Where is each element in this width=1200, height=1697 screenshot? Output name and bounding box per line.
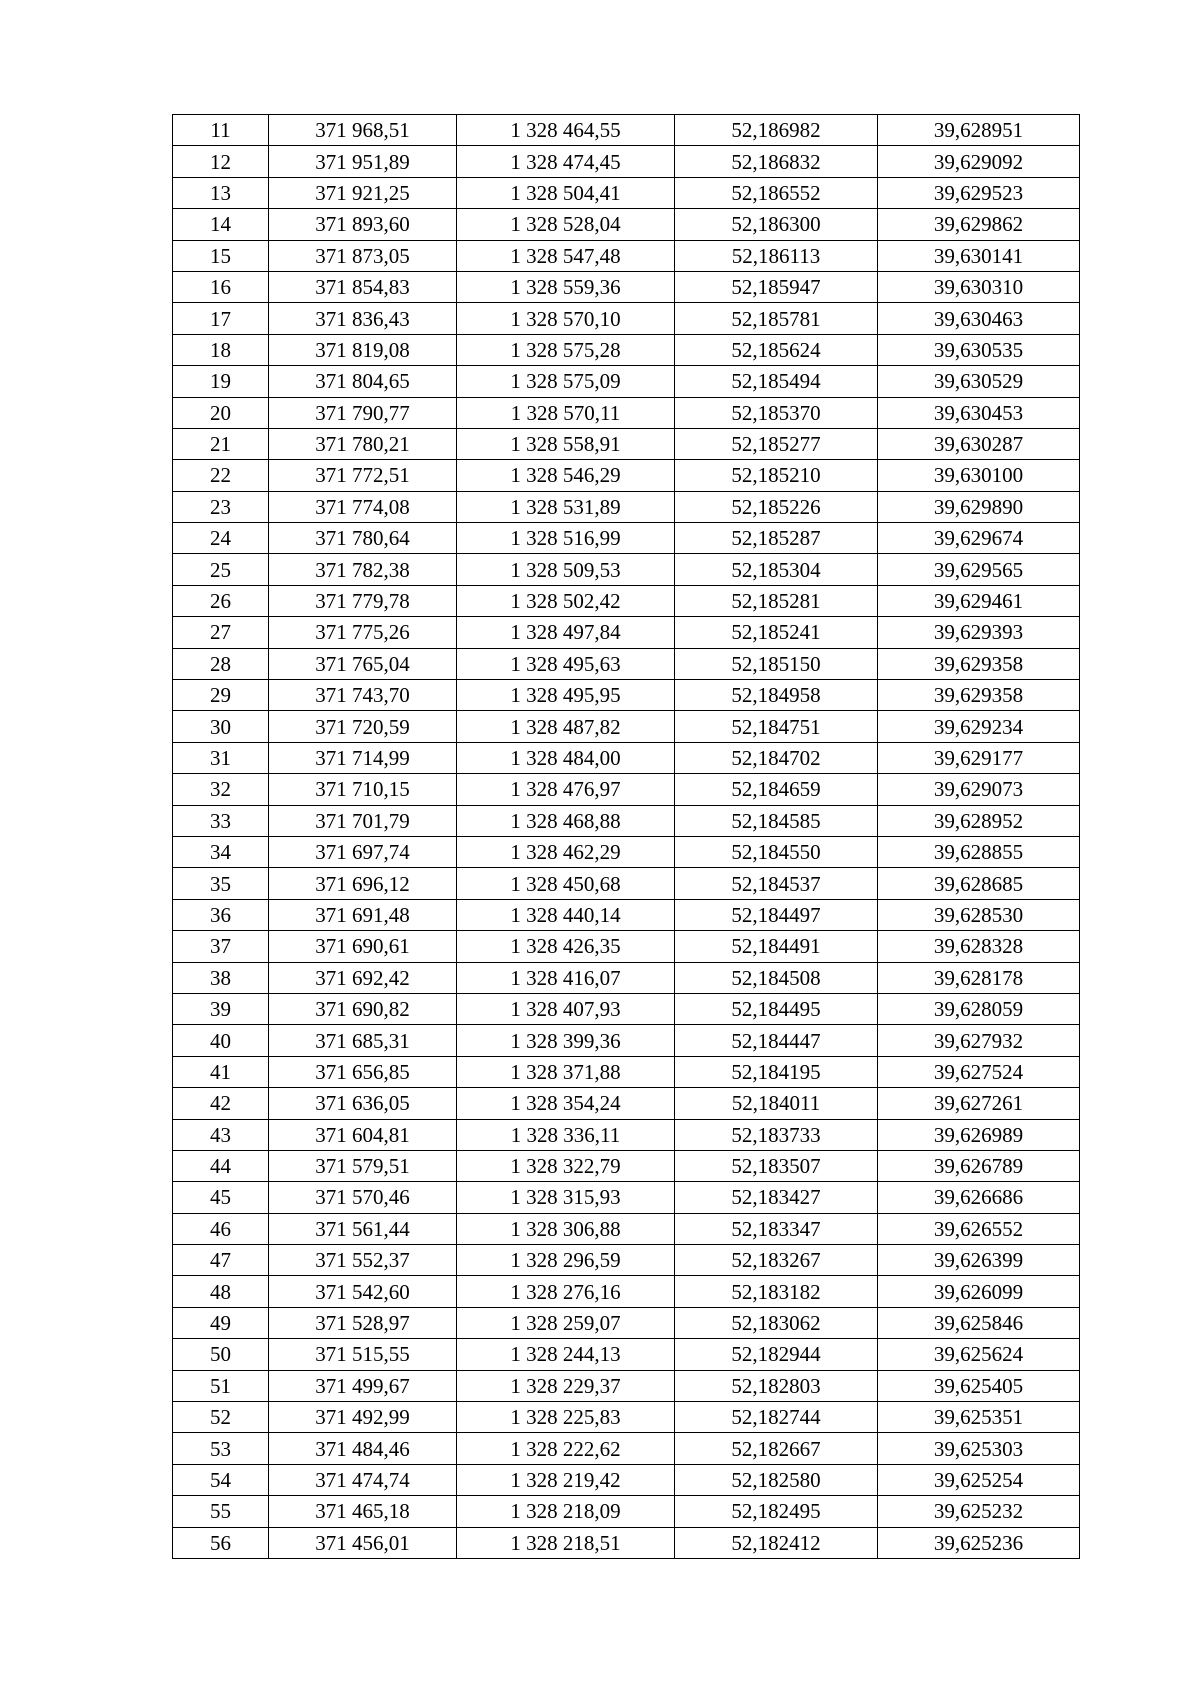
longitude-cell: 39,628328	[878, 931, 1080, 962]
longitude-cell: 39,629523	[878, 177, 1080, 208]
y-coordinate-cell: 1 328 407,93	[457, 993, 675, 1024]
point-number-cell: 39	[173, 993, 269, 1024]
longitude-cell: 39,625846	[878, 1307, 1080, 1338]
table-row	[173, 1339, 1080, 1370]
x-coordinate-cell: 371 790,77	[269, 397, 457, 428]
latitude-cell: 52,184011	[675, 1088, 878, 1119]
point-number-cell: 45	[173, 1182, 269, 1213]
point-number-cell: 52	[173, 1402, 269, 1433]
latitude-cell: 52,183733	[675, 1119, 878, 1150]
latitude-cell: 52,185624	[675, 334, 878, 365]
point-number-cell: 44	[173, 1150, 269, 1181]
latitude-cell: 52,183062	[675, 1307, 878, 1338]
point-number-cell: 34	[173, 836, 269, 867]
x-coordinate-cell: 371 515,55	[269, 1339, 457, 1370]
longitude-cell: 39,629234	[878, 711, 1080, 742]
table-row	[173, 805, 1080, 836]
latitude-cell: 52,184659	[675, 774, 878, 805]
longitude-cell: 39,629358	[878, 680, 1080, 711]
x-coordinate-cell: 371 685,31	[269, 1025, 457, 1056]
y-coordinate-cell: 1 328 464,55	[457, 115, 675, 146]
table-row	[173, 397, 1080, 428]
point-number-cell: 50	[173, 1339, 269, 1370]
y-coordinate-cell: 1 328 440,14	[457, 899, 675, 930]
table-row	[173, 209, 1080, 240]
point-number-cell: 37	[173, 931, 269, 962]
y-coordinate-cell: 1 328 225,83	[457, 1402, 675, 1433]
point-number-cell: 41	[173, 1056, 269, 1087]
latitude-cell: 52,184497	[675, 899, 878, 930]
table-row	[173, 491, 1080, 522]
latitude-cell: 52,186300	[675, 209, 878, 240]
longitude-cell: 39,630529	[878, 366, 1080, 397]
longitude-cell: 39,630287	[878, 428, 1080, 459]
point-number-cell: 53	[173, 1433, 269, 1464]
longitude-cell: 39,625405	[878, 1370, 1080, 1401]
longitude-cell: 39,629461	[878, 585, 1080, 616]
point-number-cell: 27	[173, 617, 269, 648]
x-coordinate-cell: 371 772,51	[269, 460, 457, 491]
point-number-cell: 31	[173, 742, 269, 773]
table-row	[173, 523, 1080, 554]
point-number-cell: 11	[173, 115, 269, 146]
longitude-cell: 39,626989	[878, 1119, 1080, 1150]
y-coordinate-cell: 1 328 570,10	[457, 303, 675, 334]
y-coordinate-cell: 1 328 487,82	[457, 711, 675, 742]
longitude-cell: 39,629073	[878, 774, 1080, 805]
longitude-cell: 39,630310	[878, 271, 1080, 302]
longitude-cell: 39,628530	[878, 899, 1080, 930]
y-coordinate-cell: 1 328 558,91	[457, 428, 675, 459]
y-coordinate-cell: 1 328 416,07	[457, 962, 675, 993]
table-row	[173, 460, 1080, 491]
y-coordinate-cell: 1 328 219,42	[457, 1464, 675, 1495]
latitude-cell: 52,183507	[675, 1150, 878, 1181]
x-coordinate-cell: 371 951,89	[269, 146, 457, 177]
latitude-cell: 52,185287	[675, 523, 878, 554]
longitude-cell: 39,628952	[878, 805, 1080, 836]
x-coordinate-cell: 371 691,48	[269, 899, 457, 930]
point-number-cell: 47	[173, 1245, 269, 1276]
point-number-cell: 13	[173, 177, 269, 208]
table-row	[173, 962, 1080, 993]
longitude-cell: 39,627932	[878, 1025, 1080, 1056]
point-number-cell: 19	[173, 366, 269, 397]
x-coordinate-cell: 371 604,81	[269, 1119, 457, 1150]
latitude-cell: 52,185494	[675, 366, 878, 397]
latitude-cell: 52,182944	[675, 1339, 878, 1370]
latitude-cell: 52,182803	[675, 1370, 878, 1401]
table-row	[173, 1307, 1080, 1338]
point-number-cell: 32	[173, 774, 269, 805]
point-number-cell: 38	[173, 962, 269, 993]
x-coordinate-cell: 371 780,64	[269, 523, 457, 554]
coordinates-table	[172, 114, 1080, 1559]
point-number-cell: 46	[173, 1213, 269, 1244]
latitude-cell: 52,184447	[675, 1025, 878, 1056]
latitude-cell: 52,185947	[675, 271, 878, 302]
point-number-cell: 35	[173, 868, 269, 899]
longitude-cell: 39,630463	[878, 303, 1080, 334]
x-coordinate-cell: 371 893,60	[269, 209, 457, 240]
y-coordinate-cell: 1 328 259,07	[457, 1307, 675, 1338]
y-coordinate-cell: 1 328 570,11	[457, 397, 675, 428]
table-row	[173, 428, 1080, 459]
y-coordinate-cell: 1 328 575,09	[457, 366, 675, 397]
table-row	[173, 648, 1080, 679]
y-coordinate-cell: 1 328 575,28	[457, 334, 675, 365]
y-coordinate-cell: 1 328 462,29	[457, 836, 675, 867]
longitude-cell: 39,628855	[878, 836, 1080, 867]
y-coordinate-cell: 1 328 497,84	[457, 617, 675, 648]
y-coordinate-cell: 1 328 426,35	[457, 931, 675, 962]
y-coordinate-cell: 1 328 468,88	[457, 805, 675, 836]
point-number-cell: 40	[173, 1025, 269, 1056]
point-number-cell: 36	[173, 899, 269, 930]
x-coordinate-cell: 371 528,97	[269, 1307, 457, 1338]
y-coordinate-cell: 1 328 306,88	[457, 1213, 675, 1244]
x-coordinate-cell: 371 714,99	[269, 742, 457, 773]
y-coordinate-cell: 1 328 495,63	[457, 648, 675, 679]
table-row	[173, 585, 1080, 616]
table-row	[173, 1464, 1080, 1495]
y-coordinate-cell: 1 328 222,62	[457, 1433, 675, 1464]
y-coordinate-cell: 1 328 504,41	[457, 177, 675, 208]
table-row	[173, 1276, 1080, 1307]
latitude-cell: 52,186552	[675, 177, 878, 208]
x-coordinate-cell: 371 499,67	[269, 1370, 457, 1401]
y-coordinate-cell: 1 328 474,45	[457, 146, 675, 177]
table-row	[173, 177, 1080, 208]
longitude-cell: 39,628685	[878, 868, 1080, 899]
table-row	[173, 1527, 1080, 1558]
table-row	[173, 931, 1080, 962]
x-coordinate-cell: 371 692,42	[269, 962, 457, 993]
table-row	[173, 1056, 1080, 1087]
table-row	[173, 617, 1080, 648]
table-row	[173, 680, 1080, 711]
table-row	[173, 1182, 1080, 1213]
y-coordinate-cell: 1 328 516,99	[457, 523, 675, 554]
coordinates-table-body	[173, 115, 1080, 1559]
table-row	[173, 774, 1080, 805]
x-coordinate-cell: 371 873,05	[269, 240, 457, 271]
x-coordinate-cell: 371 579,51	[269, 1150, 457, 1181]
x-coordinate-cell: 371 782,38	[269, 554, 457, 585]
x-coordinate-cell: 371 492,99	[269, 1402, 457, 1433]
latitude-cell: 52,185781	[675, 303, 878, 334]
x-coordinate-cell: 371 697,74	[269, 836, 457, 867]
longitude-cell: 39,629358	[878, 648, 1080, 679]
latitude-cell: 52,185304	[675, 554, 878, 585]
y-coordinate-cell: 1 328 495,95	[457, 680, 675, 711]
longitude-cell: 39,630100	[878, 460, 1080, 491]
point-number-cell: 25	[173, 554, 269, 585]
y-coordinate-cell: 1 328 371,88	[457, 1056, 675, 1087]
point-number-cell: 22	[173, 460, 269, 491]
table-row	[173, 868, 1080, 899]
table-row	[173, 1245, 1080, 1276]
latitude-cell: 52,185226	[675, 491, 878, 522]
table-row	[173, 1402, 1080, 1433]
table-row	[173, 899, 1080, 930]
y-coordinate-cell: 1 328 547,48	[457, 240, 675, 271]
point-number-cell: 42	[173, 1088, 269, 1119]
x-coordinate-cell: 371 570,46	[269, 1182, 457, 1213]
y-coordinate-cell: 1 328 528,04	[457, 209, 675, 240]
y-coordinate-cell: 1 328 559,36	[457, 271, 675, 302]
latitude-cell: 52,184550	[675, 836, 878, 867]
x-coordinate-cell: 371 561,44	[269, 1213, 457, 1244]
x-coordinate-cell: 371 780,21	[269, 428, 457, 459]
latitude-cell: 52,184958	[675, 680, 878, 711]
point-number-cell: 16	[173, 271, 269, 302]
point-number-cell: 15	[173, 240, 269, 271]
table-row	[173, 742, 1080, 773]
table-row	[173, 366, 1080, 397]
x-coordinate-cell: 371 542,60	[269, 1276, 457, 1307]
longitude-cell: 39,625236	[878, 1527, 1080, 1558]
table-row	[173, 1088, 1080, 1119]
table-row	[173, 1433, 1080, 1464]
longitude-cell: 39,625303	[878, 1433, 1080, 1464]
table-row	[173, 836, 1080, 867]
table-row	[173, 240, 1080, 271]
x-coordinate-cell: 371 552,37	[269, 1245, 457, 1276]
x-coordinate-cell: 371 465,18	[269, 1496, 457, 1527]
longitude-cell: 39,628178	[878, 962, 1080, 993]
latitude-cell: 52,185277	[675, 428, 878, 459]
latitude-cell: 52,182580	[675, 1464, 878, 1495]
x-coordinate-cell: 371 701,79	[269, 805, 457, 836]
point-number-cell: 23	[173, 491, 269, 522]
longitude-cell: 39,630535	[878, 334, 1080, 365]
x-coordinate-cell: 371 456,01	[269, 1527, 457, 1558]
table-row	[173, 711, 1080, 742]
latitude-cell: 52,183347	[675, 1213, 878, 1244]
y-coordinate-cell: 1 328 354,24	[457, 1088, 675, 1119]
longitude-cell: 39,625232	[878, 1496, 1080, 1527]
latitude-cell: 52,184491	[675, 931, 878, 962]
longitude-cell: 39,625254	[878, 1464, 1080, 1495]
y-coordinate-cell: 1 328 229,37	[457, 1370, 675, 1401]
longitude-cell: 39,627261	[878, 1088, 1080, 1119]
y-coordinate-cell: 1 328 322,79	[457, 1150, 675, 1181]
x-coordinate-cell: 371 921,25	[269, 177, 457, 208]
longitude-cell: 39,626789	[878, 1150, 1080, 1181]
longitude-cell: 39,628951	[878, 115, 1080, 146]
point-number-cell: 54	[173, 1464, 269, 1495]
x-coordinate-cell: 371 819,08	[269, 334, 457, 365]
latitude-cell: 52,186113	[675, 240, 878, 271]
latitude-cell: 52,185210	[675, 460, 878, 491]
y-coordinate-cell: 1 328 399,36	[457, 1025, 675, 1056]
y-coordinate-cell: 1 328 296,59	[457, 1245, 675, 1276]
longitude-cell: 39,629890	[878, 491, 1080, 522]
point-number-cell: 21	[173, 428, 269, 459]
table-row	[173, 1119, 1080, 1150]
longitude-cell: 39,628059	[878, 993, 1080, 1024]
x-coordinate-cell: 371 779,78	[269, 585, 457, 616]
table-row	[173, 303, 1080, 334]
table-row	[173, 146, 1080, 177]
longitude-cell: 39,627524	[878, 1056, 1080, 1087]
table-row	[173, 1213, 1080, 1244]
latitude-cell: 52,185150	[675, 648, 878, 679]
longitude-cell: 39,629393	[878, 617, 1080, 648]
point-number-cell: 14	[173, 209, 269, 240]
longitude-cell: 39,629177	[878, 742, 1080, 773]
longitude-cell: 39,629565	[878, 554, 1080, 585]
point-number-cell: 43	[173, 1119, 269, 1150]
point-number-cell: 29	[173, 680, 269, 711]
point-number-cell: 12	[173, 146, 269, 177]
x-coordinate-cell: 371 474,74	[269, 1464, 457, 1495]
point-number-cell: 48	[173, 1276, 269, 1307]
longitude-cell: 39,626399	[878, 1245, 1080, 1276]
latitude-cell: 52,186832	[675, 146, 878, 177]
point-number-cell: 30	[173, 711, 269, 742]
longitude-cell: 39,630453	[878, 397, 1080, 428]
y-coordinate-cell: 1 328 244,13	[457, 1339, 675, 1370]
latitude-cell: 52,185281	[675, 585, 878, 616]
latitude-cell: 52,182744	[675, 1402, 878, 1433]
latitude-cell: 52,182667	[675, 1433, 878, 1464]
point-number-cell: 24	[173, 523, 269, 554]
table-row	[173, 1150, 1080, 1181]
latitude-cell: 52,186982	[675, 115, 878, 146]
y-coordinate-cell: 1 328 450,68	[457, 868, 675, 899]
point-number-cell: 33	[173, 805, 269, 836]
y-coordinate-cell: 1 328 509,53	[457, 554, 675, 585]
latitude-cell: 52,183182	[675, 1276, 878, 1307]
y-coordinate-cell: 1 328 276,16	[457, 1276, 675, 1307]
y-coordinate-cell: 1 328 531,89	[457, 491, 675, 522]
x-coordinate-cell: 371 743,70	[269, 680, 457, 711]
latitude-cell: 52,183427	[675, 1182, 878, 1213]
y-coordinate-cell: 1 328 546,29	[457, 460, 675, 491]
x-coordinate-cell: 371 690,61	[269, 931, 457, 962]
latitude-cell: 52,184751	[675, 711, 878, 742]
latitude-cell: 52,183267	[675, 1245, 878, 1276]
y-coordinate-cell: 1 328 476,97	[457, 774, 675, 805]
table-row	[173, 1370, 1080, 1401]
longitude-cell: 39,629862	[878, 209, 1080, 240]
x-coordinate-cell: 371 775,26	[269, 617, 457, 648]
latitude-cell: 52,184585	[675, 805, 878, 836]
table-row	[173, 271, 1080, 302]
point-number-cell: 51	[173, 1370, 269, 1401]
latitude-cell: 52,185370	[675, 397, 878, 428]
y-coordinate-cell: 1 328 218,09	[457, 1496, 675, 1527]
point-number-cell: 26	[173, 585, 269, 616]
point-number-cell: 18	[173, 334, 269, 365]
longitude-cell: 39,630141	[878, 240, 1080, 271]
point-number-cell: 56	[173, 1527, 269, 1558]
point-number-cell: 28	[173, 648, 269, 679]
latitude-cell: 52,182412	[675, 1527, 878, 1558]
latitude-cell: 52,184495	[675, 993, 878, 1024]
latitude-cell: 52,184195	[675, 1056, 878, 1087]
point-number-cell: 20	[173, 397, 269, 428]
x-coordinate-cell: 371 765,04	[269, 648, 457, 679]
table-row	[173, 115, 1080, 146]
x-coordinate-cell: 371 836,43	[269, 303, 457, 334]
longitude-cell: 39,629092	[878, 146, 1080, 177]
y-coordinate-cell: 1 328 218,51	[457, 1527, 675, 1558]
longitude-cell: 39,625351	[878, 1402, 1080, 1433]
y-coordinate-cell: 1 328 315,93	[457, 1182, 675, 1213]
longitude-cell: 39,629674	[878, 523, 1080, 554]
x-coordinate-cell: 371 636,05	[269, 1088, 457, 1119]
x-coordinate-cell: 371 484,46	[269, 1433, 457, 1464]
y-coordinate-cell: 1 328 484,00	[457, 742, 675, 773]
table-row	[173, 554, 1080, 585]
x-coordinate-cell: 371 696,12	[269, 868, 457, 899]
y-coordinate-cell: 1 328 336,11	[457, 1119, 675, 1150]
x-coordinate-cell: 371 968,51	[269, 115, 457, 146]
point-number-cell: 49	[173, 1307, 269, 1338]
x-coordinate-cell: 371 774,08	[269, 491, 457, 522]
latitude-cell: 52,182495	[675, 1496, 878, 1527]
longitude-cell: 39,626686	[878, 1182, 1080, 1213]
x-coordinate-cell: 371 710,15	[269, 774, 457, 805]
table-row	[173, 1496, 1080, 1527]
x-coordinate-cell: 371 804,65	[269, 366, 457, 397]
x-coordinate-cell: 371 854,83	[269, 271, 457, 302]
latitude-cell: 52,184702	[675, 742, 878, 773]
y-coordinate-cell: 1 328 502,42	[457, 585, 675, 616]
x-coordinate-cell: 371 690,82	[269, 993, 457, 1024]
x-coordinate-cell: 371 656,85	[269, 1056, 457, 1087]
longitude-cell: 39,626552	[878, 1213, 1080, 1244]
point-number-cell: 55	[173, 1496, 269, 1527]
latitude-cell: 52,184508	[675, 962, 878, 993]
longitude-cell: 39,625624	[878, 1339, 1080, 1370]
table-row	[173, 1025, 1080, 1056]
x-coordinate-cell: 371 720,59	[269, 711, 457, 742]
latitude-cell: 52,184537	[675, 868, 878, 899]
longitude-cell: 39,626099	[878, 1276, 1080, 1307]
table-row	[173, 334, 1080, 365]
table-row	[173, 993, 1080, 1024]
point-number-cell: 17	[173, 303, 269, 334]
latitude-cell: 52,185241	[675, 617, 878, 648]
